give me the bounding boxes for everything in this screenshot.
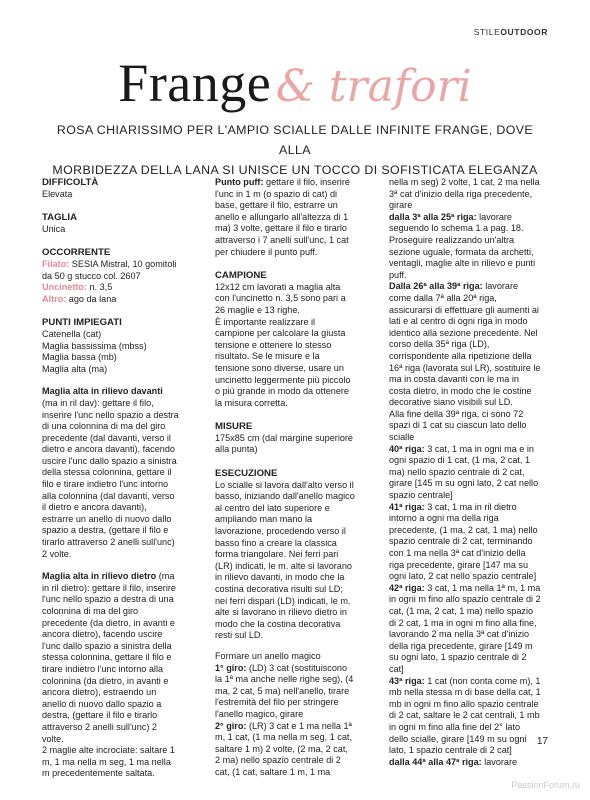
heading-misure: MISURE	[215, 421, 253, 433]
punto-item: Maglia alta (ma)	[42, 363, 108, 374]
col3-continuation: nella m seg) 2 volte, 1 cat, 2 ma nella 3ª cat d'inizio della riga precedente, girare	[389, 177, 540, 211]
title-word-trafori: & trafori	[275, 61, 472, 112]
giro-1: 1° giro: (LD) 3 cat (sostituiscono la 1ª ma anche nelle righe seg), (4 ma, 2 cat, 5 ma) nell'anello, tirare l'estremità del filo per stringere l'anello magico, girare	[215, 662, 354, 719]
taglia-value: Unica	[42, 223, 66, 234]
anello-magico: Formare un anello magico	[215, 650, 321, 661]
column-1	[42, 177, 180, 780]
article-title	[0, 52, 590, 114]
punto-item: Maglia bassissima (mbss)	[42, 340, 147, 351]
fine-39-riga: Alla fine della 39ª riga, ci sono 72 spazi di 1 cat su ciascun lato dello scialle	[389, 408, 527, 443]
watermark: PassionForum.ru	[511, 780, 580, 790]
punto-puff: Punto puff: gettare il filo, inserire l'unc in 1 m (o spazio di cat) di base, gettare il filo, estrarre un anello e allungarlo all'altezza di 1 ma) 3 volte, gettare il filo e tirarlo attraverso i 7 anelli sull'unc, 1 cat per chiudere il punto puff.	[215, 177, 350, 257]
title-word-frange: Frange	[118, 53, 272, 113]
punto-item: Maglia bassa (mb)	[42, 352, 117, 363]
occorrente-uncinetto: Uncinetto: n. 3,5	[42, 282, 113, 293]
giro-2: 2° giro: (LR) 3 cat e 1 ma nella 1ª m, 1 cat, (1 ma nella m seg, 1 cat, saltare 1 m) 2 volte, (2 ma, 2 cat, 2 ma) nello spazio centrale di 2 cat, (1 cat, saltare 1 m, 1 ma	[215, 720, 352, 777]
riga-40: 40ª riga: 3 cat, 1 ma in ogni ma e in ogni spazio di 1 cat, (1 ma, 2 cat, 1 ma) nello spazio centrale di 2 cat, girare [145 m su ogni lato, 2 cat nello spazio centrale]	[389, 443, 539, 501]
page-number: 17	[536, 736, 548, 747]
column-2	[215, 177, 355, 779]
heading-punti-impiegati: PUNTI IMPIEGATI	[42, 317, 122, 329]
riga-41: 41ª riga: 3 cat, 1 ma in ril dietro intorno a ogni ma della riga precedente, (1 ma, 2 cat, 1 ma) nello spazio centrale di 2 cat, terminando con 1 ma nella 3ª cat d'inizio della riga precedente, girare [147 ma su ogni lato, 2 cat nello spazio centrale]	[389, 501, 538, 582]
esecuzione-text: Lo scialle si lavora dall'alto verso il basso, iniziando dall'anello magico al centro del lato superiore e ampliando man mano la lavorazione, procedendo verso il basso fino a creare la classica forma triangolare. Nei ferri pari (LR) indicati, le m. alte si lavorano in rilievo davanti, in modo che la costina decorativa risulti sul LD; nei ferri dispari (LD) indicati, le m. alte si lavorano in rilievo dietro in modo che la costina decorativa resti sul LD.	[215, 479, 355, 641]
article-lead	[40, 120, 550, 180]
occorrente-filato: Filato: SESIA Mistral, 10 gomitoli da 50 g stucco col. 2607	[42, 258, 177, 281]
righe-44-47: dalla 44ª alla 47ª riga: lavorare	[389, 756, 518, 767]
maglie-incrociate: 2 maglie alte incrociate: saltare 1 m, 1 ma nella m seg, 1 ma nella m precedentemente saltata.	[42, 745, 175, 779]
campione-text-2: È importante realizzare il campione per calcolare la giusta tensione e ottenere lo stesso risultato. Se le misure e la tensione sono diverse, usare un uncinetto leggermente più piccolo o più grande in modo da ottenere la misura corretta.	[215, 316, 351, 408]
heading-esecuzione: ESECUZIONE	[215, 468, 278, 480]
heading-campione: CAMPIONE	[215, 270, 267, 282]
riga-43: 43ª riga: 1 cat (non conta come m), 1 mb nella stessa m di base della cat, 1 mb in ogni m fino allo spazio centrale di 2 cat, saltare le 2 cat centrali, 1 mb in ogni m fino alla fine del 2° lato dello scialle, girare [149 m su ogni lato, 1 spazio centrale di 2 cat]	[389, 675, 541, 756]
maglia-rilievo-dietro: Maglia alta in rilievo dietro (ma in ril dietro): gettare il filo, inserire l'unc nello spazio a destra di una colonnina di ma del giro precedente (da dietro, in avanti e ancora dietro), facendo uscire l'unc dallo spazio a sinistra della stessa colonnina, gettare il filo e tirare indietro l'unc intorno alla colonnina (da dietro, in avanti e ancora dietro), estraendo un anello di nuovo dallo spazio a destra, (gettare il filo e tirarlo attraverso 2 anelli sull'unc) 2 volte.	[42, 571, 176, 744]
proseguire-text: Proseguire realizzando un'altra sezione uguale, formata da archetti, ventagli, maglie alte in rilievo e punti puff.	[389, 234, 536, 280]
column-3	[389, 177, 541, 768]
heading-difficolta: DIFFICOLTÀ	[42, 177, 99, 188]
occorrente-altro: Altro: ago da lana	[42, 293, 117, 304]
lead-line-1: ROSA CHIARISSIMO PER L'AMPIO SCIALLE DALLE INFINITE FRANGE, DOVE ALLA	[56, 123, 534, 157]
difficolta-value: Elevata	[42, 188, 73, 199]
campione-text-1: 12x12 cm lavorati a maglia alta con l'uncinetto n. 3,5 sono pari a 26 maglie e 13 righe.	[215, 281, 346, 315]
punto-item: Catenella (cat)	[42, 328, 102, 339]
magazine-section-label: STILEOUTDOOR	[473, 27, 548, 37]
maglia-rilievo-davanti: Maglia alta in rilievo davanti (ma in ril dav): gettare il filo, inserire l'unc nello spazio a destra di una colonnina di ma del giro precedente (dal davanti, verso il dietro e ancora davanti), facendo uscire l'unc dallo spazio a sinistra della stessa colonnina, gettare il filo e tirare indietro l'unc intorno alla colonnina (dal davanti, verso il dietro e ancora davanti), estrarre un anello di nuovo dallo spazio a destra, (gettare il filo e tirarlo attraverso 2 anelli sull'unc) 2 volte.	[42, 386, 179, 559]
misure-text: 175x85 cm (dal margine superiore alla punta)	[215, 432, 353, 455]
righe-26-39: Dalla 26ª alla 39ª riga: lavorare come dalla 7ª alla 20ª riga, assicurarsi di effettuare gli aumenti ai lati e al centro di ogni riga in modo identico alla sezione precedente. Nel corso della 35ª riga (LD), corrispondente alla ripetizione della 16ª riga (lavorata sul LR), sostituire le ma in costa davanti con le ma in costa dietro, in modo che le costine decorative siano visibili sul LD.	[389, 281, 541, 408]
heading-occorrente: OCCORRENTE	[42, 247, 111, 259]
heading-taglia: TAGLIA	[42, 212, 77, 224]
lead-line-2: MORBIDEZZA DELLA LANA SI UNISCE UN TOCCO DI SOFISTICATA ELEGANZA	[52, 163, 538, 177]
righe-3-25: dalla 3ª alla 25ª riga: lavorare seguendo lo schema 1 a pag. 18.	[389, 211, 524, 234]
riga-42: 42ª riga: 3 cat, 1 ma nella 1ª m, 1 ma in ogni m fino allo spazio centrale di 2 cat, (1 ma, 2 cat, 1 ma) nello spazio di 2 cat, 1 ma in ogni m fino alla fine, lavorando 2 ma nella 3ª cat d'inizio della riga precedente, girare [149 m su ogni lato, 1 spazio centrale di 2 cat]	[389, 582, 541, 674]
